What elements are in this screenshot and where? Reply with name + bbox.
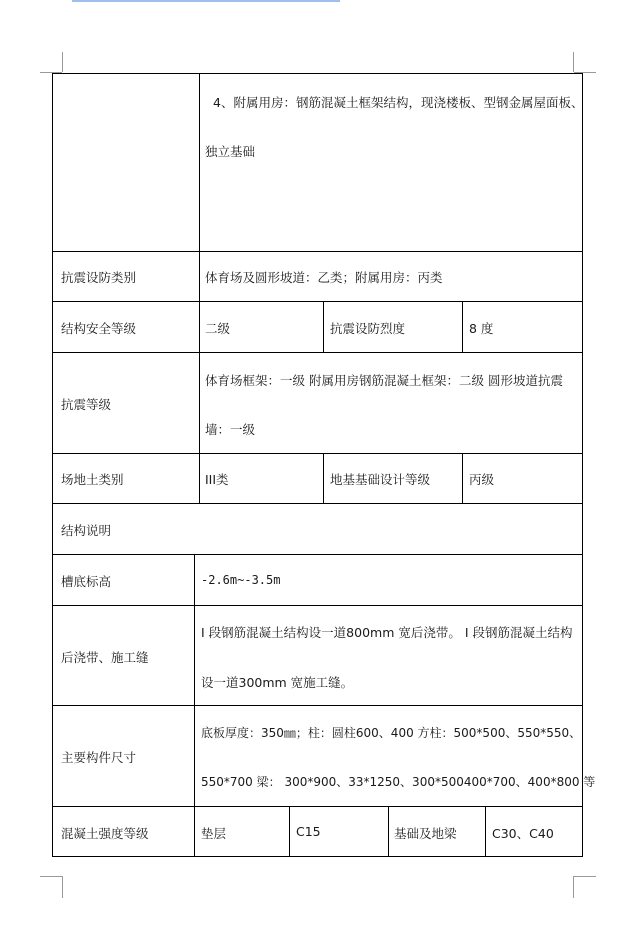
member-size-line2: 550*700 梁： 300*900、33*1250、300*500400*700、400*800 等 bbox=[201, 775, 596, 789]
member-size-label: 主要构件尺寸 bbox=[61, 750, 137, 765]
seismic-intensity-value: 8 度 bbox=[469, 321, 494, 336]
foundation-design-level-value: 丙级 bbox=[469, 472, 495, 487]
structure-info-table bbox=[52, 73, 596, 857]
seismic-category-label: 抗震设防类别 bbox=[61, 270, 137, 285]
table-row bbox=[52, 503, 583, 554]
post-cast-strip-line1: I 段钢筋混凝土结构设一道800mm 宽后浇带。 I 段钢筋混凝土结构 bbox=[201, 625, 573, 640]
seismic-category-value: 体育场及圆形坡道：乙类；附属用房：丙类 bbox=[205, 270, 443, 285]
member-size-line1: 底板厚度：350㎜；柱：圆柱600、400 方柱：500*500、550*550、 bbox=[201, 726, 582, 740]
table-row bbox=[52, 251, 583, 301]
structure-notes-heading: 结构说明 bbox=[61, 523, 112, 538]
concrete-grade-label: 混凝土强度等级 bbox=[61, 826, 149, 841]
table-row bbox=[52, 705, 596, 806]
pit-bottom-elevation-label: 槽底标高 bbox=[61, 574, 112, 589]
table-row bbox=[52, 453, 583, 503]
safety-level-value: 二级 bbox=[205, 321, 231, 336]
table-row bbox=[52, 301, 583, 352]
cushion-layer-grade: C15 bbox=[296, 824, 321, 839]
table-row bbox=[52, 554, 583, 605]
seismic-grade-label: 抗震等级 bbox=[61, 397, 112, 412]
post-cast-strip-line2: 设一道300mm 宽施工缝。 bbox=[201, 675, 354, 690]
foundation-beam-grade: C30、C40 bbox=[492, 826, 554, 841]
page-top-indicator bbox=[72, 0, 340, 2]
seismic-intensity-label: 抗震设防烈度 bbox=[330, 321, 406, 336]
safety-level-label: 结构安全等级 bbox=[61, 321, 137, 336]
site-soil-value: III类 bbox=[205, 472, 229, 487]
table-row bbox=[52, 605, 583, 705]
pit-bottom-elevation-value: -2.6m~-3.5m bbox=[201, 573, 281, 587]
site-soil-label: 场地土类别 bbox=[61, 472, 124, 487]
table-row bbox=[52, 73, 583, 251]
cushion-layer-label: 垫层 bbox=[201, 826, 227, 841]
foundation-desc-line2: 独立基础 bbox=[205, 144, 256, 159]
foundation-desc-line1: 4、附属用房：钢筋混凝土框架结构，现浇楼板、型钢金属屋面板、 bbox=[213, 95, 584, 110]
table-row bbox=[52, 352, 583, 453]
post-cast-strip-label: 后浇带、施工缝 bbox=[61, 650, 149, 665]
foundation-design-level-label: 地基基础设计等级 bbox=[330, 472, 431, 487]
foundation-beam-label: 基础及地梁 bbox=[394, 826, 457, 841]
seismic-grade-line1: 体育场框架：一级 附属用房钢筋混凝土框架：二级 圆形坡道抗震 bbox=[205, 373, 563, 388]
table-row bbox=[52, 806, 583, 857]
seismic-grade-line2: 墙：一级 bbox=[205, 422, 256, 437]
